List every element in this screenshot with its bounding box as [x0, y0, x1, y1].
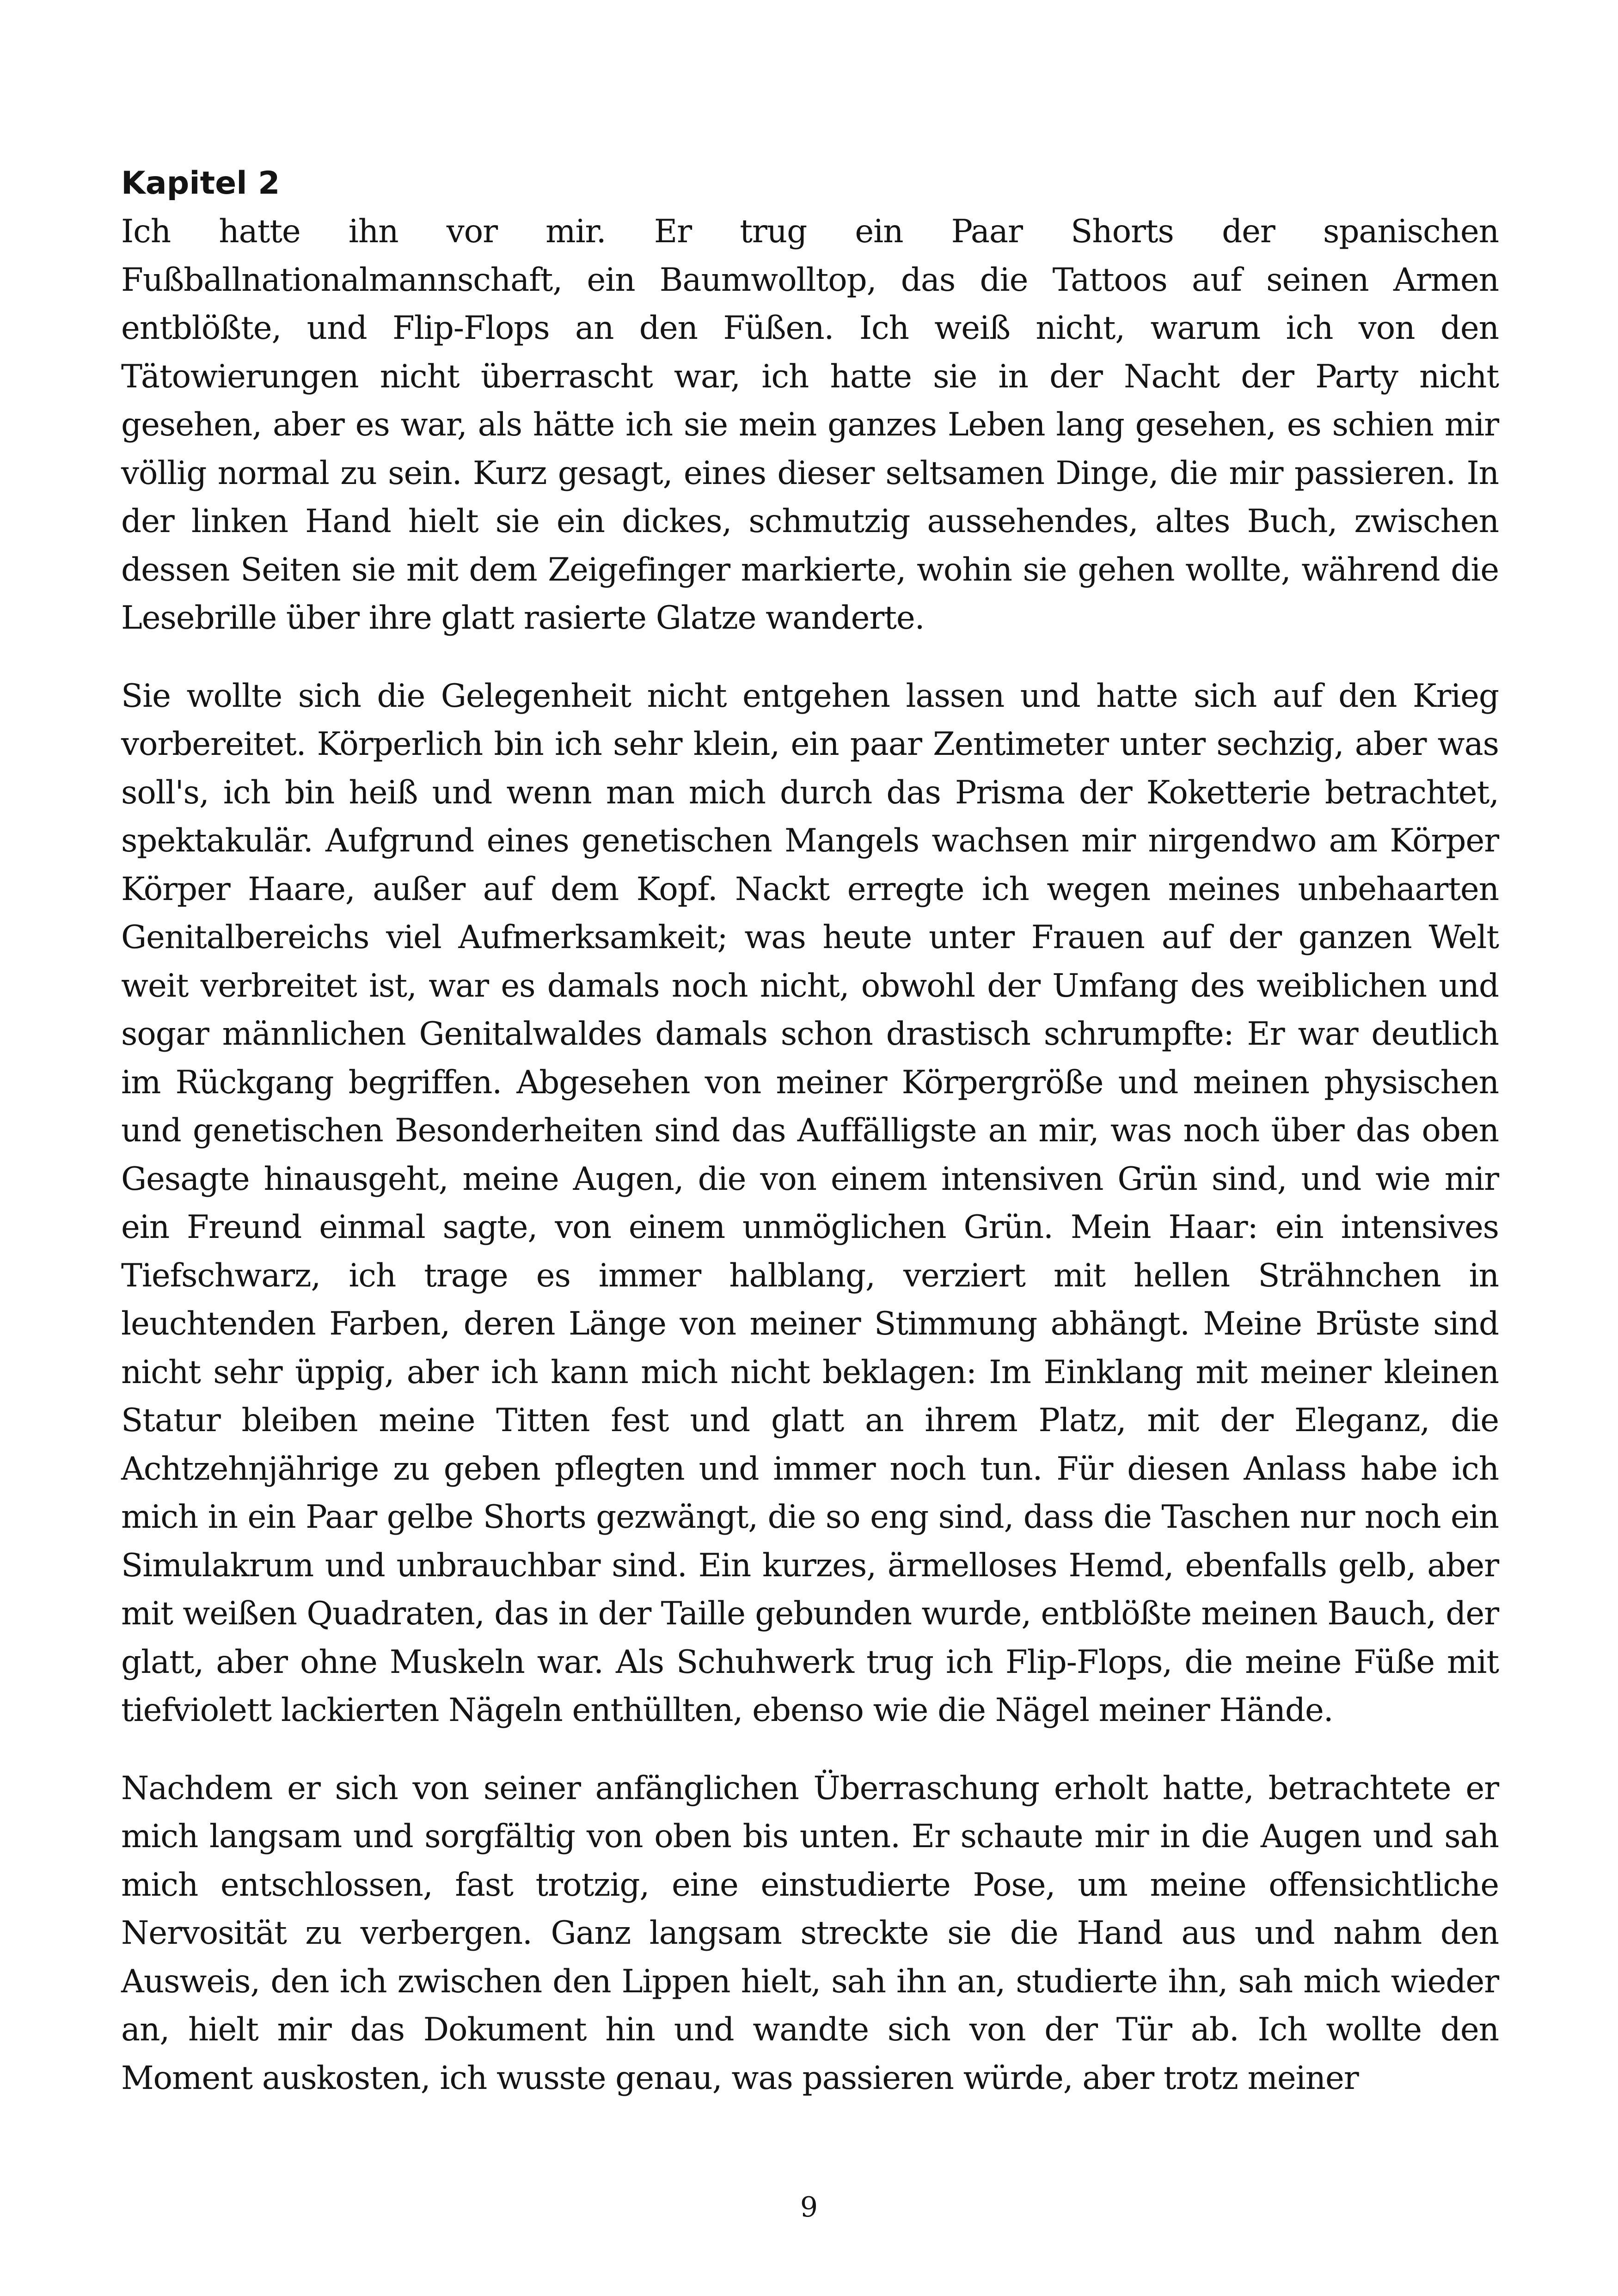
page-content	[121, 159, 1499, 2102]
page-number: 9	[800, 2191, 818, 2223]
paragraph-3: Nachdem er sich von seiner anfänglichen Überraschung erholt hatte, betrachtete er mich langsam und sorgfältig von oben bis unten. Er schaute mir in die Augen und sah mich entschlossen, fast trotzig, eine einstudierte Pose, um meine offensichtliche Nervosität zu verbergen. Ganz langsam streckte sie die Hand aus und nahm den Ausweis, den ich zwischen den Lippen hielt, sah ihn an, studierte ihn, sah mich wieder an, hielt mir das Dokument hin und wandte sich von der Tür ab. Ich wollte den Moment auskosten, ich wusste genau, was passieren würde, aber trotz meiner	[121, 1769, 1499, 2097]
paragraph-1: Ich hatte ihn vor mir. Er trug ein Paar Shorts der spanischen Fußballnationalmannschaft, ein Baumwolltop, das die Tattoos auf seinen Armen entblößte, und Flip-Flops an den Füßen. Ich weiß nicht, warum ich von den Tätowierungen nicht überrascht war, ich hatte sie in der Nacht der Party nicht gesehen, aber es war, als hätte ich sie mein ganzes Leben lang gesehen, es schien mir völlig normal zu sein. Kurz gesagt, eines dieser seltsamen Dinge, die mir passieren. In der linken Hand hielt sie ein dickes, schmutzig aussehendes, altes Buch, zwischen dessen Seiten sie mit dem Zeigefinger markierte, wohin sie gehen wollte, während die Lesebrille über ihre glatt rasierte Glatze wanderte.	[121, 213, 1499, 637]
chapter-title: Kapitel 2	[121, 165, 280, 202]
paragraph-2: Sie wollte sich die Gelegenheit nicht entgehen lassen und hatte sich auf den Krieg vorbereitet. Körperlich bin ich sehr klein, ein paar Zentimeter unter sechzig, aber was soll's, ich bin heiß und wenn man mich durch das Prisma der Koketterie betrachtet, spektakulär. Aufgrund eines genetischen Mangels wachsen mir nirgendwo am Körper Körper Haare, außer auf dem Kopf. Nackt erregte ich wegen meines unbehaarten Genitalbereichs viel Aufmerksamkeit; was heute unter Frauen auf der ganzen Welt weit verbreitet ist, war es damals noch nicht, obwohl der Umfang des weiblichen und sogar männlichen Genitalwaldes damals schon drastisch schrumpfte: Er war deutlich im Rückgang begriffen. Abgesehen von meiner Körpergröße und meinen physischen und genetischen Besonderheiten sind das Auffälligste an mir, was noch über das oben Gesagte hinausgeht, meine Augen, die von einem intensiven Grün sind, und wie mir ein Freund einmal sagte, von einem unmöglichen Grün. Mein Haar: ein intensives Tiefschwarz, ich trage es immer halblang, verziert mit hellen Strähnchen in leuchtenden Farben, deren Länge von meiner Stimmung abhängt. Meine Brüste sind nicht sehr üppig, aber ich kann mich nicht beklagen: Im Einklang mit meiner kleinen Statur bleiben meine Titten fest und glatt an ihrem Platz, mit der Eleganz, die Achtzehnjährige zu geben pflegten und immer noch tun. Für diesen Anlass habe ich mich in ein Paar gelbe Shorts gezwängt, die so eng sind, dass die Taschen nur noch ein Simulakrum und unbrauchbar sind. Ein kurzes, ärmelloses Hemd, ebenfalls gelb, aber mit weißen Quadraten, das in der Taille gebunden wurde, entblößte meinen Bauch, der glatt, aber ohne Muskeln war. Als Schuhwerk trug ich Flip-Flops, die meine Füße mit tiefviolett lackierten Nägeln enthüllten, ebenso wie die Nägel meiner Hände.	[121, 677, 1499, 1729]
